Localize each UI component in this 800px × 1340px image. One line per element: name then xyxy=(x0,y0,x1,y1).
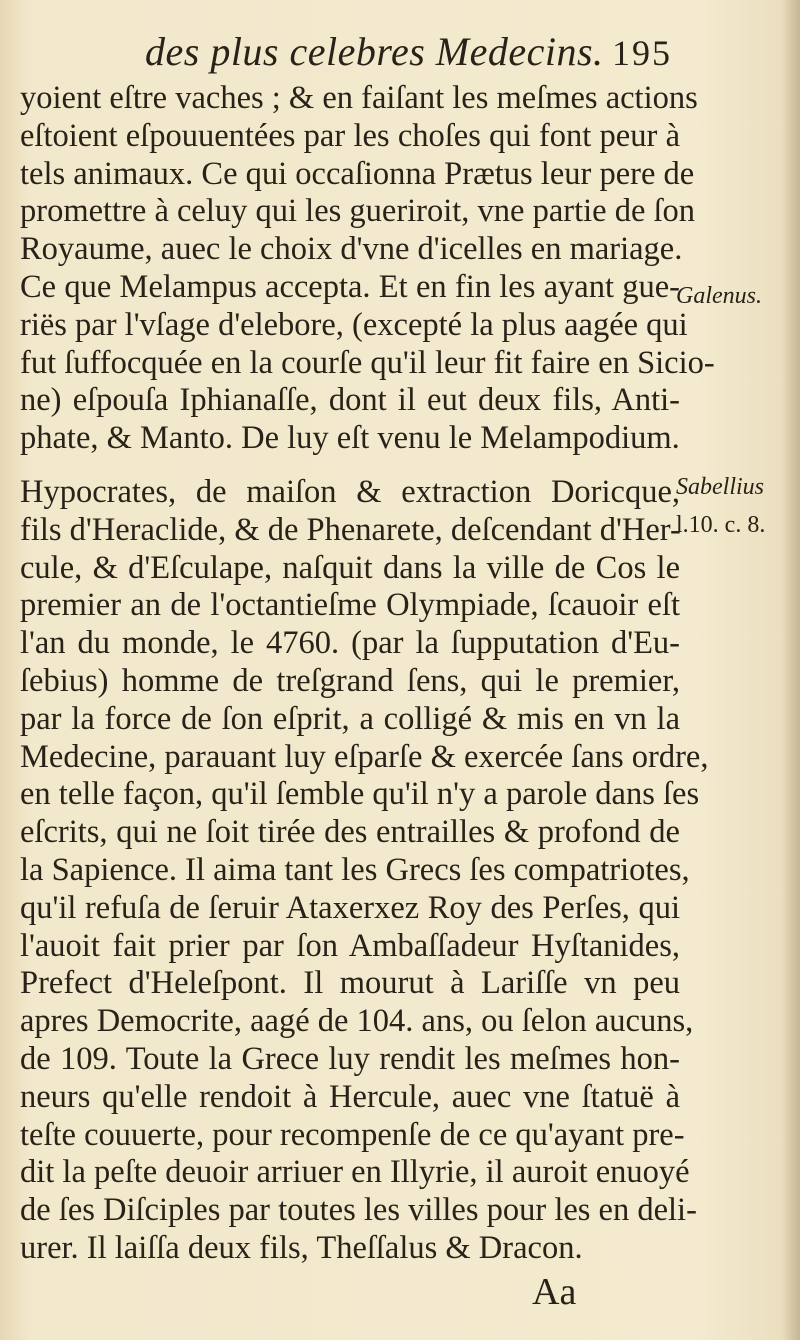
text-line: dit la peſte deuoir arriuer en Illyrie, il auroit enuoyé xyxy=(20,1154,690,1191)
text-line: l'an du monde, le 4760. (par la ſupputation d'Eu- xyxy=(20,625,680,662)
text-line: teſte couuerte, pour recompenſe de ce qu'ayant pre- xyxy=(20,1116,685,1153)
text-line: la Sapience. Il aima tant les Grecs ſes compatriotes, xyxy=(20,851,690,888)
text-line: phate, & Manto. De luy eſt venu le Melampodium. xyxy=(20,420,680,457)
text-line: ſebius) homme de treſgrand ſens, qui le premier, xyxy=(20,662,680,699)
text-line: Medecine, parauant luy eſparſe & exercée ſans ordre, xyxy=(20,738,709,775)
text-line: urer. Il laiſſa deux fils, Theſſalus & Dracon. xyxy=(20,1229,583,1266)
text-line: en telle façon, qu'il ſemble qu'il n'y a parole dans ſes xyxy=(20,776,700,813)
margin-note-reference: l.10. c. 8. xyxy=(676,512,766,538)
text-line: Royaume, auec le choix d'vne d'icelles en mariage. xyxy=(20,231,683,268)
text-line: cule, & d'Eſculape, naſquit dans la ville de Cos le xyxy=(20,549,680,586)
margin-note-galenus: Galenus. xyxy=(676,283,762,309)
text-line: Ce que Melampus accepta. Et en fin les ayant gue- xyxy=(20,268,680,305)
margin-note-sabellius: Sabellius xyxy=(676,474,764,500)
text-line: Hypocrates, de maiſon & extraction Doricque, xyxy=(20,474,680,510)
text-line: premier an de l'octantieſme Olympiade, ſcauoir eſt xyxy=(20,587,680,624)
text-line: neurs qu'elle rendoit à Hercule, auec vne ſtatuë à xyxy=(20,1078,680,1115)
text-line: eſtoient eſpouuentées par les choſes qui font peur à xyxy=(20,117,680,154)
text-line: ne) eſpouſa Iphianaſſe, dont il eut deux fils, Anti- xyxy=(20,382,680,419)
page-header xyxy=(0,24,800,84)
page-edge-shadow xyxy=(782,0,800,1340)
text-line: Prefect d'Heleſpont. Il mourut à Lariſſe vn peu xyxy=(20,965,680,1002)
text-line: de ſes Diſciples par toutes les villes pour les en deli- xyxy=(20,1192,697,1229)
text-line: fut ſuffocquée en la courſe qu'il leur fit faire en Sicio- xyxy=(20,344,715,381)
running-title: des plus celebres Medecins. xyxy=(145,29,604,74)
page-number: 195 xyxy=(612,33,672,73)
paragraph-melampus xyxy=(20,80,715,458)
text-line: qu'il refuſa de ſeruir Ataxerxez Roy des Perſes, qui xyxy=(20,889,680,926)
text-line: eſcrits, qui ne ſoit tirée des entrailles & profond de xyxy=(20,814,680,851)
text-line: de 109. Toute la Grece luy rendit les meſmes hon- xyxy=(20,1040,680,1077)
text-line: promettre à celuy qui les gueriroit, vne partie de ſon xyxy=(20,193,696,230)
text-line: l'auoit fait prier par ſon Ambaſſadeur Hyſtanides, xyxy=(20,927,680,964)
text-line: yoient eſtre vaches ; & en faiſant les meſmes actions xyxy=(20,80,698,116)
text-line: apres Democrite, aagé de 104. ans, ou ſelon aucuns, xyxy=(20,1003,694,1040)
paragraph-hypocrates xyxy=(20,474,709,1268)
text-line: tels animaux. Ce qui occaſionna Prætus leur pere de xyxy=(20,155,695,192)
signature-mark: Aa xyxy=(532,1271,577,1313)
text-line: riës par l'vſage d'elebore, (excepté la plus aagée qui xyxy=(20,306,688,343)
text-line: par la force de ſon eſprit, a colligé & mis en vn la xyxy=(20,700,680,737)
text-line: fils d'Heraclide, & de Phenarete, deſcendant d'Her- xyxy=(20,511,681,548)
